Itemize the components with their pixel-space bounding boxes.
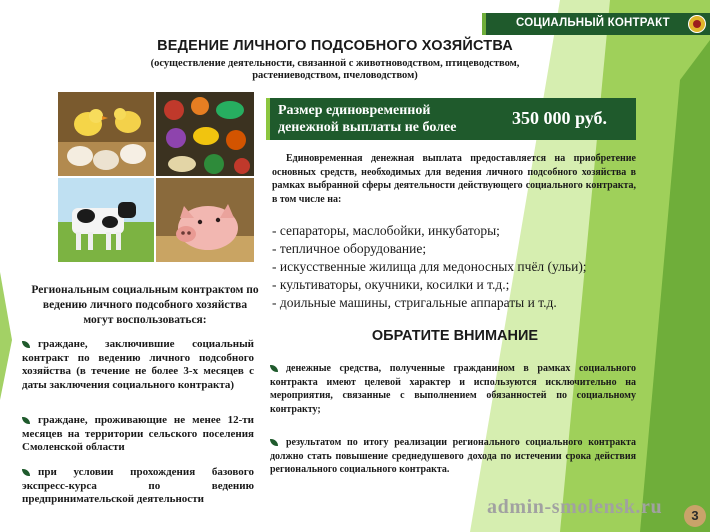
payment-description: Единовременная денежная выплата предоставляется на приобретение основных средств, необходимых для ведения личного подсобного хозяйства в рамках выбранной сферы деятельности действующего социального контракта, в том числе на: [272, 153, 636, 205]
leaf-bullet-icon [22, 341, 30, 348]
list-item: - тепличное оборудование; [272, 241, 427, 256]
footer-site: admin-smolensk.ru [487, 496, 663, 518]
piglet-photo [156, 178, 254, 262]
attention-note-text: результатом по итогу реализации регионального социального контракта должно стать повышение среднедушевого дохода по истечении срока действия регионального социального контракта. [270, 437, 636, 475]
page-title: ВЕДЕНИЕ ЛИЧНОГО ПОДСОБНОГО ХОЗЯЙСТВА [157, 38, 513, 54]
payment-amount-box [266, 98, 636, 140]
page-subtitle: (осуществление деятельности, связанной с животноводством, птицеводством, растениеводством, пчеловодством) [150, 58, 520, 81]
attention-title: ОБРАТИТЕ ВНИМАНИЕ [371, 328, 539, 344]
header-bar [482, 13, 710, 35]
leaf-bullet-icon [22, 417, 30, 424]
leaf-bullet-icon [270, 365, 278, 372]
eligibility-item-text: при условии прохождения базового экспресс-курса по ведению предпринимательской деятельности [22, 466, 254, 505]
payment-amount-value: 350 000 руб. [512, 108, 608, 128]
list-item: - искусственные жилища для медоносных пчёл (ульи); [272, 259, 587, 274]
header-label: СОЦИАЛЬНЫЙ КОНТРАКТ [516, 17, 670, 29]
eligibility-item [22, 466, 254, 507]
attention-note-text: денежные средства, полученные гражданином в рамках социального контракта имеют целевой характер и используются исключительно на мероприятия, связанные с выполнением обязанностей по социальному контракту; [270, 363, 636, 415]
chicks-eggs-photo [58, 92, 154, 176]
attention-note [270, 436, 636, 477]
vegetables-photo [156, 92, 254, 176]
eligibility-title: Региональным социальным контрактом по ведению личного подсобного хозяйства могут воспользоваться: [31, 284, 259, 326]
attention-note [270, 362, 636, 416]
coat-of-arms-icon [688, 15, 706, 33]
list-item: - сепараторы, маслобойки, инкубаторы; [272, 223, 500, 238]
eligibility-item [22, 338, 254, 392]
eligibility-item [22, 414, 254, 455]
eligibility-item-text: граждане, заключившие социальный контракт по ведению личного подсобного хозяйства (в течение не более 3-х месяцев с даты заключения социального контракта) [22, 338, 254, 391]
uses-list [272, 222, 642, 312]
cow-photo [58, 178, 154, 262]
leaf-bullet-icon [22, 469, 30, 476]
list-item: - доильные машины, стригальные аппараты и т.д. [272, 295, 557, 310]
page-number: 3 [684, 505, 706, 527]
eligibility-item-text: граждане, проживающие не менее 12-ти месяцев на территории сельского поселения Смоленской области [22, 414, 254, 453]
leaf-bullet-icon [270, 439, 278, 446]
payment-amount-label: Размер единовременной денежной выплаты не более [278, 103, 457, 135]
list-item: - культиваторы, окучники, косилки и т.д.; [272, 277, 510, 292]
